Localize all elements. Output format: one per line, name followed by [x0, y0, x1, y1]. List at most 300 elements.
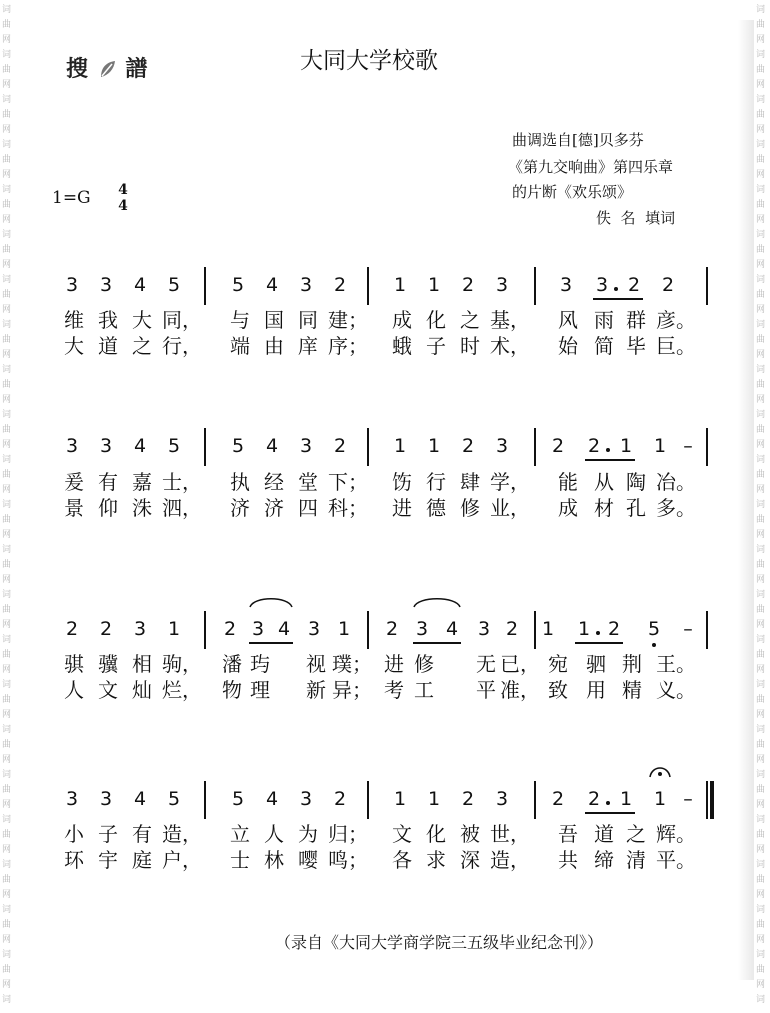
lyric-char: 文	[98, 678, 118, 702]
lyric-char: 大	[64, 334, 84, 358]
eighth-underline	[413, 642, 461, 644]
watermark-char: 词	[2, 905, 12, 915]
note: 2	[333, 788, 347, 810]
note: 3	[65, 788, 79, 810]
watermark-char: 曲	[756, 965, 766, 975]
note: 3	[299, 435, 313, 457]
page-edge-shadow	[738, 20, 754, 980]
bar-line	[706, 781, 708, 819]
lyric-char: 化	[426, 308, 446, 332]
note: 2	[99, 618, 113, 640]
lyric-char: 从	[594, 470, 614, 494]
lyric-char: 人	[264, 822, 284, 846]
lyric-char: 造，	[490, 848, 530, 872]
watermark-char: 曲	[2, 830, 12, 840]
watermark-strip-left	[0, 0, 16, 1013]
watermark-char: 词	[756, 50, 766, 60]
note: 3	[307, 618, 321, 640]
watermark-char: 网	[756, 395, 766, 405]
watermark-char: 网	[2, 80, 12, 90]
lyric-char: 工	[414, 678, 434, 702]
watermark-char: 网	[2, 935, 12, 945]
lyric-char: 有	[132, 822, 152, 846]
lyric-char: 世，	[490, 822, 530, 846]
watermark-char: 词	[756, 545, 766, 555]
note: 5	[167, 274, 181, 296]
note: –	[683, 618, 693, 640]
watermark-char: 曲	[756, 560, 766, 570]
watermark-char: 曲	[2, 425, 12, 435]
note: 2	[333, 435, 347, 457]
lyric-char: 致	[548, 678, 568, 702]
note: 2	[551, 435, 565, 457]
note: 2	[461, 274, 475, 296]
lyric-char: 化	[426, 822, 446, 846]
lyric-char: 风	[558, 308, 578, 332]
bar-line	[204, 428, 206, 466]
lyric-char: 四	[298, 496, 318, 520]
watermark-char: 曲	[756, 830, 766, 840]
source-note: （录自《大同大学商学院三五级毕业纪念刊》）	[275, 933, 604, 952]
watermark-char: 曲	[2, 200, 12, 210]
watermark-char: 曲	[2, 965, 12, 975]
note: 2	[223, 618, 237, 640]
watermark-char: 词	[2, 320, 12, 330]
note-dot	[614, 287, 618, 291]
lyric-char: 建；	[328, 308, 368, 332]
lyric-char: 维	[64, 308, 84, 332]
watermark-char: 曲	[756, 65, 766, 75]
watermark-char: 网	[756, 215, 766, 225]
bar-line	[204, 611, 206, 649]
watermark-char: 网	[2, 170, 12, 180]
slur	[248, 595, 294, 609]
lyric-char: 义。	[656, 678, 696, 702]
watermark-char: 网	[756, 665, 766, 675]
watermark-strip-right	[754, 0, 770, 1013]
watermark-char: 网	[756, 440, 766, 450]
lyric-char: 科；	[328, 496, 368, 520]
note: –	[683, 788, 693, 810]
watermark-char: 词	[2, 275, 12, 285]
lyric-char: 泗，	[162, 496, 202, 520]
note: 4	[265, 435, 279, 457]
lyric-char: 求	[426, 848, 446, 872]
watermark-char: 网	[756, 980, 766, 990]
lyric-char: 我	[98, 308, 118, 332]
watermark-char: 曲	[2, 920, 12, 930]
lyric-char: 子	[426, 334, 446, 358]
watermark-char: 曲	[2, 290, 12, 300]
lyric-char: 修	[460, 496, 480, 520]
watermark-char: 词	[2, 725, 12, 735]
lyric-char: 无	[476, 652, 496, 676]
bar-line	[204, 267, 206, 305]
note: 3	[133, 618, 147, 640]
watermark-char: 网	[756, 260, 766, 270]
lyric-char: 驷	[586, 652, 606, 676]
watermark-char: 网	[2, 575, 12, 585]
lyric-char: 立	[230, 822, 250, 846]
note: 3	[99, 435, 113, 457]
note: 3	[415, 618, 429, 640]
lyric-char: 蛾	[392, 334, 412, 358]
watermark-char: 词	[756, 815, 766, 825]
lyric-char: 道	[98, 334, 118, 358]
watermark-char: 词	[756, 410, 766, 420]
watermark-char: 网	[2, 215, 12, 225]
lyric-char: 景	[64, 496, 84, 520]
watermark-char: 曲	[2, 335, 12, 345]
watermark-char: 网	[2, 845, 12, 855]
lyric-char: 同，	[162, 308, 202, 332]
watermark-char: 网	[2, 980, 12, 990]
watermark-char: 曲	[756, 605, 766, 615]
lyric-char: 进	[384, 652, 404, 676]
note: 5	[231, 788, 245, 810]
watermark-char: 网	[2, 395, 12, 405]
note: 1	[427, 435, 441, 457]
watermark-char: 曲	[2, 65, 12, 75]
watermark-char: 词	[2, 770, 12, 780]
bar-line	[534, 428, 536, 466]
watermark-char: 曲	[2, 605, 12, 615]
note: 1	[619, 788, 633, 810]
logo-text-left: 搜	[66, 56, 89, 82]
lyric-char: 清	[626, 848, 646, 872]
lyric-char: 之	[132, 334, 152, 358]
lyric-char: 灿	[132, 678, 152, 702]
note: 4	[445, 618, 459, 640]
watermark-char: 网	[2, 755, 12, 765]
lyric-char: 各	[392, 848, 412, 872]
watermark-char: 网	[756, 890, 766, 900]
watermark-char: 词	[2, 50, 12, 60]
lyric-char: 宇	[98, 848, 118, 872]
note: 1	[427, 788, 441, 810]
note: 2	[661, 274, 675, 296]
lyric-char: 烂，	[162, 678, 202, 702]
lyric-char: 成	[558, 496, 578, 520]
watermark-char: 曲	[2, 695, 12, 705]
slur	[412, 595, 462, 609]
lyric-char: 简	[594, 334, 614, 358]
watermark-char: 词	[756, 5, 766, 15]
note: 3	[99, 788, 113, 810]
lyric-char: 行，	[162, 334, 202, 358]
watermark-char: 网	[756, 170, 766, 180]
watermark-char: 曲	[2, 470, 12, 480]
watermark-char: 网	[2, 890, 12, 900]
lyric-char: 嘉	[132, 470, 152, 494]
lyric-char: 平。	[656, 848, 696, 872]
lyric-char: 成	[392, 308, 412, 332]
credit-line-2: 《第九交响曲》第四乐章	[508, 158, 674, 176]
watermark-char: 曲	[756, 380, 766, 390]
lyric-char: 考	[384, 678, 404, 702]
note: 4	[265, 274, 279, 296]
lyric-char: 学，	[490, 470, 530, 494]
watermark-char: 曲	[2, 110, 12, 120]
watermark-char: 词	[2, 500, 12, 510]
lyric-char: 鸣；	[328, 848, 368, 872]
note: 3	[65, 274, 79, 296]
watermark-char: 词	[756, 635, 766, 645]
note: 3	[495, 788, 509, 810]
site-logo[interactable]	[66, 52, 147, 83]
time-signature-top: 4	[118, 182, 128, 198]
watermark-char: 网	[2, 440, 12, 450]
watermark-char: 网	[2, 350, 12, 360]
note: 5	[167, 788, 181, 810]
watermark-char: 词	[2, 995, 12, 1005]
song-title: 大同大学校歌	[300, 48, 438, 74]
lyric-char: 士，	[162, 470, 202, 494]
note: 1	[167, 618, 181, 640]
lyric-char: 庠	[298, 334, 318, 358]
bar-line	[706, 428, 708, 466]
lyric-char: 材	[594, 496, 614, 520]
lyric-char: 术，	[490, 334, 530, 358]
lyric-char: 文	[392, 822, 412, 846]
watermark-char: 网	[756, 350, 766, 360]
note: 5	[231, 435, 245, 457]
lyric-char: 德	[426, 496, 446, 520]
note: 3	[65, 435, 79, 457]
watermark-char: 网	[2, 665, 12, 675]
lyric-char: 环	[64, 848, 84, 872]
watermark-char: 曲	[756, 110, 766, 120]
lyric-char: 序；	[328, 334, 368, 358]
note: 2	[65, 618, 79, 640]
key-signature: 1=G	[52, 188, 91, 208]
watermark-char: 词	[756, 680, 766, 690]
bar-line	[367, 781, 369, 819]
watermark-char: 词	[2, 545, 12, 555]
note: 2	[505, 618, 519, 640]
lyric-char: 视	[306, 652, 326, 676]
lyric-char: 始	[558, 334, 578, 358]
lyric-char: 道	[594, 822, 614, 846]
lyric-char: 饬	[392, 470, 412, 494]
note: 2	[551, 788, 565, 810]
watermark-char: 词	[756, 185, 766, 195]
watermark-char: 曲	[756, 335, 766, 345]
lyric-char: 基，	[490, 308, 530, 332]
note: 3	[99, 274, 113, 296]
watermark-char: 曲	[2, 785, 12, 795]
lyric-char: 端	[230, 334, 250, 358]
watermark-char: 曲	[756, 425, 766, 435]
watermark-char: 网	[756, 530, 766, 540]
lyric-char: 缔	[594, 848, 614, 872]
note: 5	[647, 618, 661, 640]
note: 3	[299, 274, 313, 296]
lyric-char: 造，	[162, 822, 202, 846]
note: 1	[653, 435, 667, 457]
lyric-char: 之	[460, 308, 480, 332]
lyric-char: 之	[626, 822, 646, 846]
watermark-char: 曲	[756, 200, 766, 210]
lyric-char: 潘	[222, 652, 242, 676]
note: 1	[393, 274, 407, 296]
note: 3	[495, 274, 509, 296]
watermark-char: 曲	[756, 245, 766, 255]
watermark-char: 词	[2, 185, 12, 195]
note: 3	[559, 274, 573, 296]
watermark-char: 曲	[756, 515, 766, 525]
lyric-char: 小	[64, 822, 84, 846]
note: 2	[333, 274, 347, 296]
lyric-char: 业，	[490, 496, 530, 520]
lyric-char: 为	[298, 822, 318, 846]
watermark-char: 词	[2, 635, 12, 645]
watermark-char: 词	[756, 500, 766, 510]
note: 4	[133, 788, 147, 810]
eighth-underline	[575, 642, 623, 644]
lyric-char: 与	[230, 308, 250, 332]
fermata-icon	[648, 763, 672, 779]
watermark-char: 网	[756, 125, 766, 135]
lyric-char: 宛	[548, 652, 568, 676]
lyric-char: 林	[264, 848, 284, 872]
lyric-char: 修	[414, 652, 434, 676]
bar-line	[204, 781, 206, 819]
bar-line	[534, 267, 536, 305]
note-dot	[606, 801, 610, 805]
lyric-char: 被	[460, 822, 480, 846]
watermark-char: 网	[2, 260, 12, 270]
lyric-char: 庭	[132, 848, 152, 872]
note: 3	[595, 274, 609, 296]
watermark-char: 曲	[2, 380, 12, 390]
watermark-char: 曲	[756, 875, 766, 885]
watermark-char: 词	[756, 995, 766, 1005]
bar-line	[367, 611, 369, 649]
note-dot	[606, 448, 610, 452]
note: 4	[133, 435, 147, 457]
watermark-char: 网	[756, 575, 766, 585]
note: 3	[299, 788, 313, 810]
note: 3	[251, 618, 265, 640]
watermark-char: 曲	[756, 155, 766, 165]
lyric-char: 平	[476, 678, 496, 702]
eighth-underline	[585, 812, 635, 814]
watermark-char: 词	[756, 590, 766, 600]
watermark-char: 曲	[2, 515, 12, 525]
watermark-char: 词	[756, 950, 766, 960]
lyric-char: 进	[392, 496, 412, 520]
note: 1	[619, 435, 633, 457]
watermark-char: 曲	[756, 740, 766, 750]
note: –	[683, 435, 693, 457]
note: 4	[265, 788, 279, 810]
watermark-char: 曲	[2, 155, 12, 165]
watermark-char: 词	[756, 860, 766, 870]
lyric-char: 执	[230, 470, 250, 494]
watermark-char: 网	[756, 305, 766, 315]
note: 2	[587, 788, 601, 810]
lyric-char: 荆	[622, 652, 642, 676]
note: 2	[461, 788, 475, 810]
eighth-underline	[593, 298, 643, 300]
watermark-char: 网	[2, 710, 12, 720]
watermark-char: 词	[2, 815, 12, 825]
watermark-char: 词	[2, 140, 12, 150]
watermark-char: 词	[756, 905, 766, 915]
lyric-char: 肆	[460, 470, 480, 494]
lyric-char: 群	[626, 308, 646, 332]
note: 4	[277, 618, 291, 640]
note: 5	[231, 274, 245, 296]
lyric-char: 有	[98, 470, 118, 494]
watermark-char: 网	[2, 800, 12, 810]
lyric-char: 相	[132, 652, 152, 676]
eighth-underline	[249, 642, 293, 644]
final-bar-line	[710, 781, 714, 819]
lyric-char: 大	[132, 308, 152, 332]
eighth-underline	[585, 459, 635, 461]
watermark-char: 词	[2, 95, 12, 105]
lyric-char: 理	[250, 678, 270, 702]
note: 3	[495, 435, 509, 457]
watermark-char: 网	[2, 35, 12, 45]
lyric-char: 堂	[298, 470, 318, 494]
watermark-char: 网	[756, 485, 766, 495]
credit-line-4: 佚 名 填词	[596, 209, 676, 227]
time-signature-bottom: 4	[118, 198, 128, 214]
credit-line-3: 的片断《欢乐颂》	[512, 183, 633, 201]
lyric-char: 异；	[332, 678, 372, 702]
watermark-char: 词	[756, 95, 766, 105]
lyric-char: 爰	[64, 470, 84, 494]
watermark-char: 词	[2, 590, 12, 600]
note: 2	[587, 435, 601, 457]
watermark-char: 网	[756, 35, 766, 45]
watermark-char: 网	[756, 710, 766, 720]
lyric-char: 多。	[656, 496, 696, 520]
watermark-char: 网	[2, 305, 12, 315]
watermark-char: 曲	[2, 740, 12, 750]
note: 2	[607, 618, 621, 640]
watermark-char: 曲	[756, 785, 766, 795]
note: 1	[577, 618, 591, 640]
note: 1	[393, 435, 407, 457]
lyric-char: 用	[586, 678, 606, 702]
watermark-char: 词	[756, 140, 766, 150]
watermark-char: 曲	[2, 20, 12, 30]
watermark-char: 曲	[2, 560, 12, 570]
lyric-char: 济	[264, 496, 284, 520]
credit-line-1: 曲调选自[德]贝多芬	[512, 131, 644, 149]
watermark-char: 网	[756, 845, 766, 855]
watermark-char: 曲	[756, 470, 766, 480]
note: 1	[541, 618, 555, 640]
bar-line	[534, 781, 536, 819]
note: 4	[133, 274, 147, 296]
watermark-char: 曲	[756, 650, 766, 660]
watermark-char: 网	[2, 485, 12, 495]
lyric-char: 由	[264, 334, 284, 358]
lyric-char: 洙	[132, 496, 152, 520]
lyric-char: 王。	[656, 652, 696, 676]
lyric-char: 国	[264, 308, 284, 332]
lyric-char: 雨	[594, 308, 614, 332]
watermark-char: 网	[756, 755, 766, 765]
bar-line	[534, 611, 536, 649]
bar-line	[706, 611, 708, 649]
watermark-char: 词	[2, 410, 12, 420]
